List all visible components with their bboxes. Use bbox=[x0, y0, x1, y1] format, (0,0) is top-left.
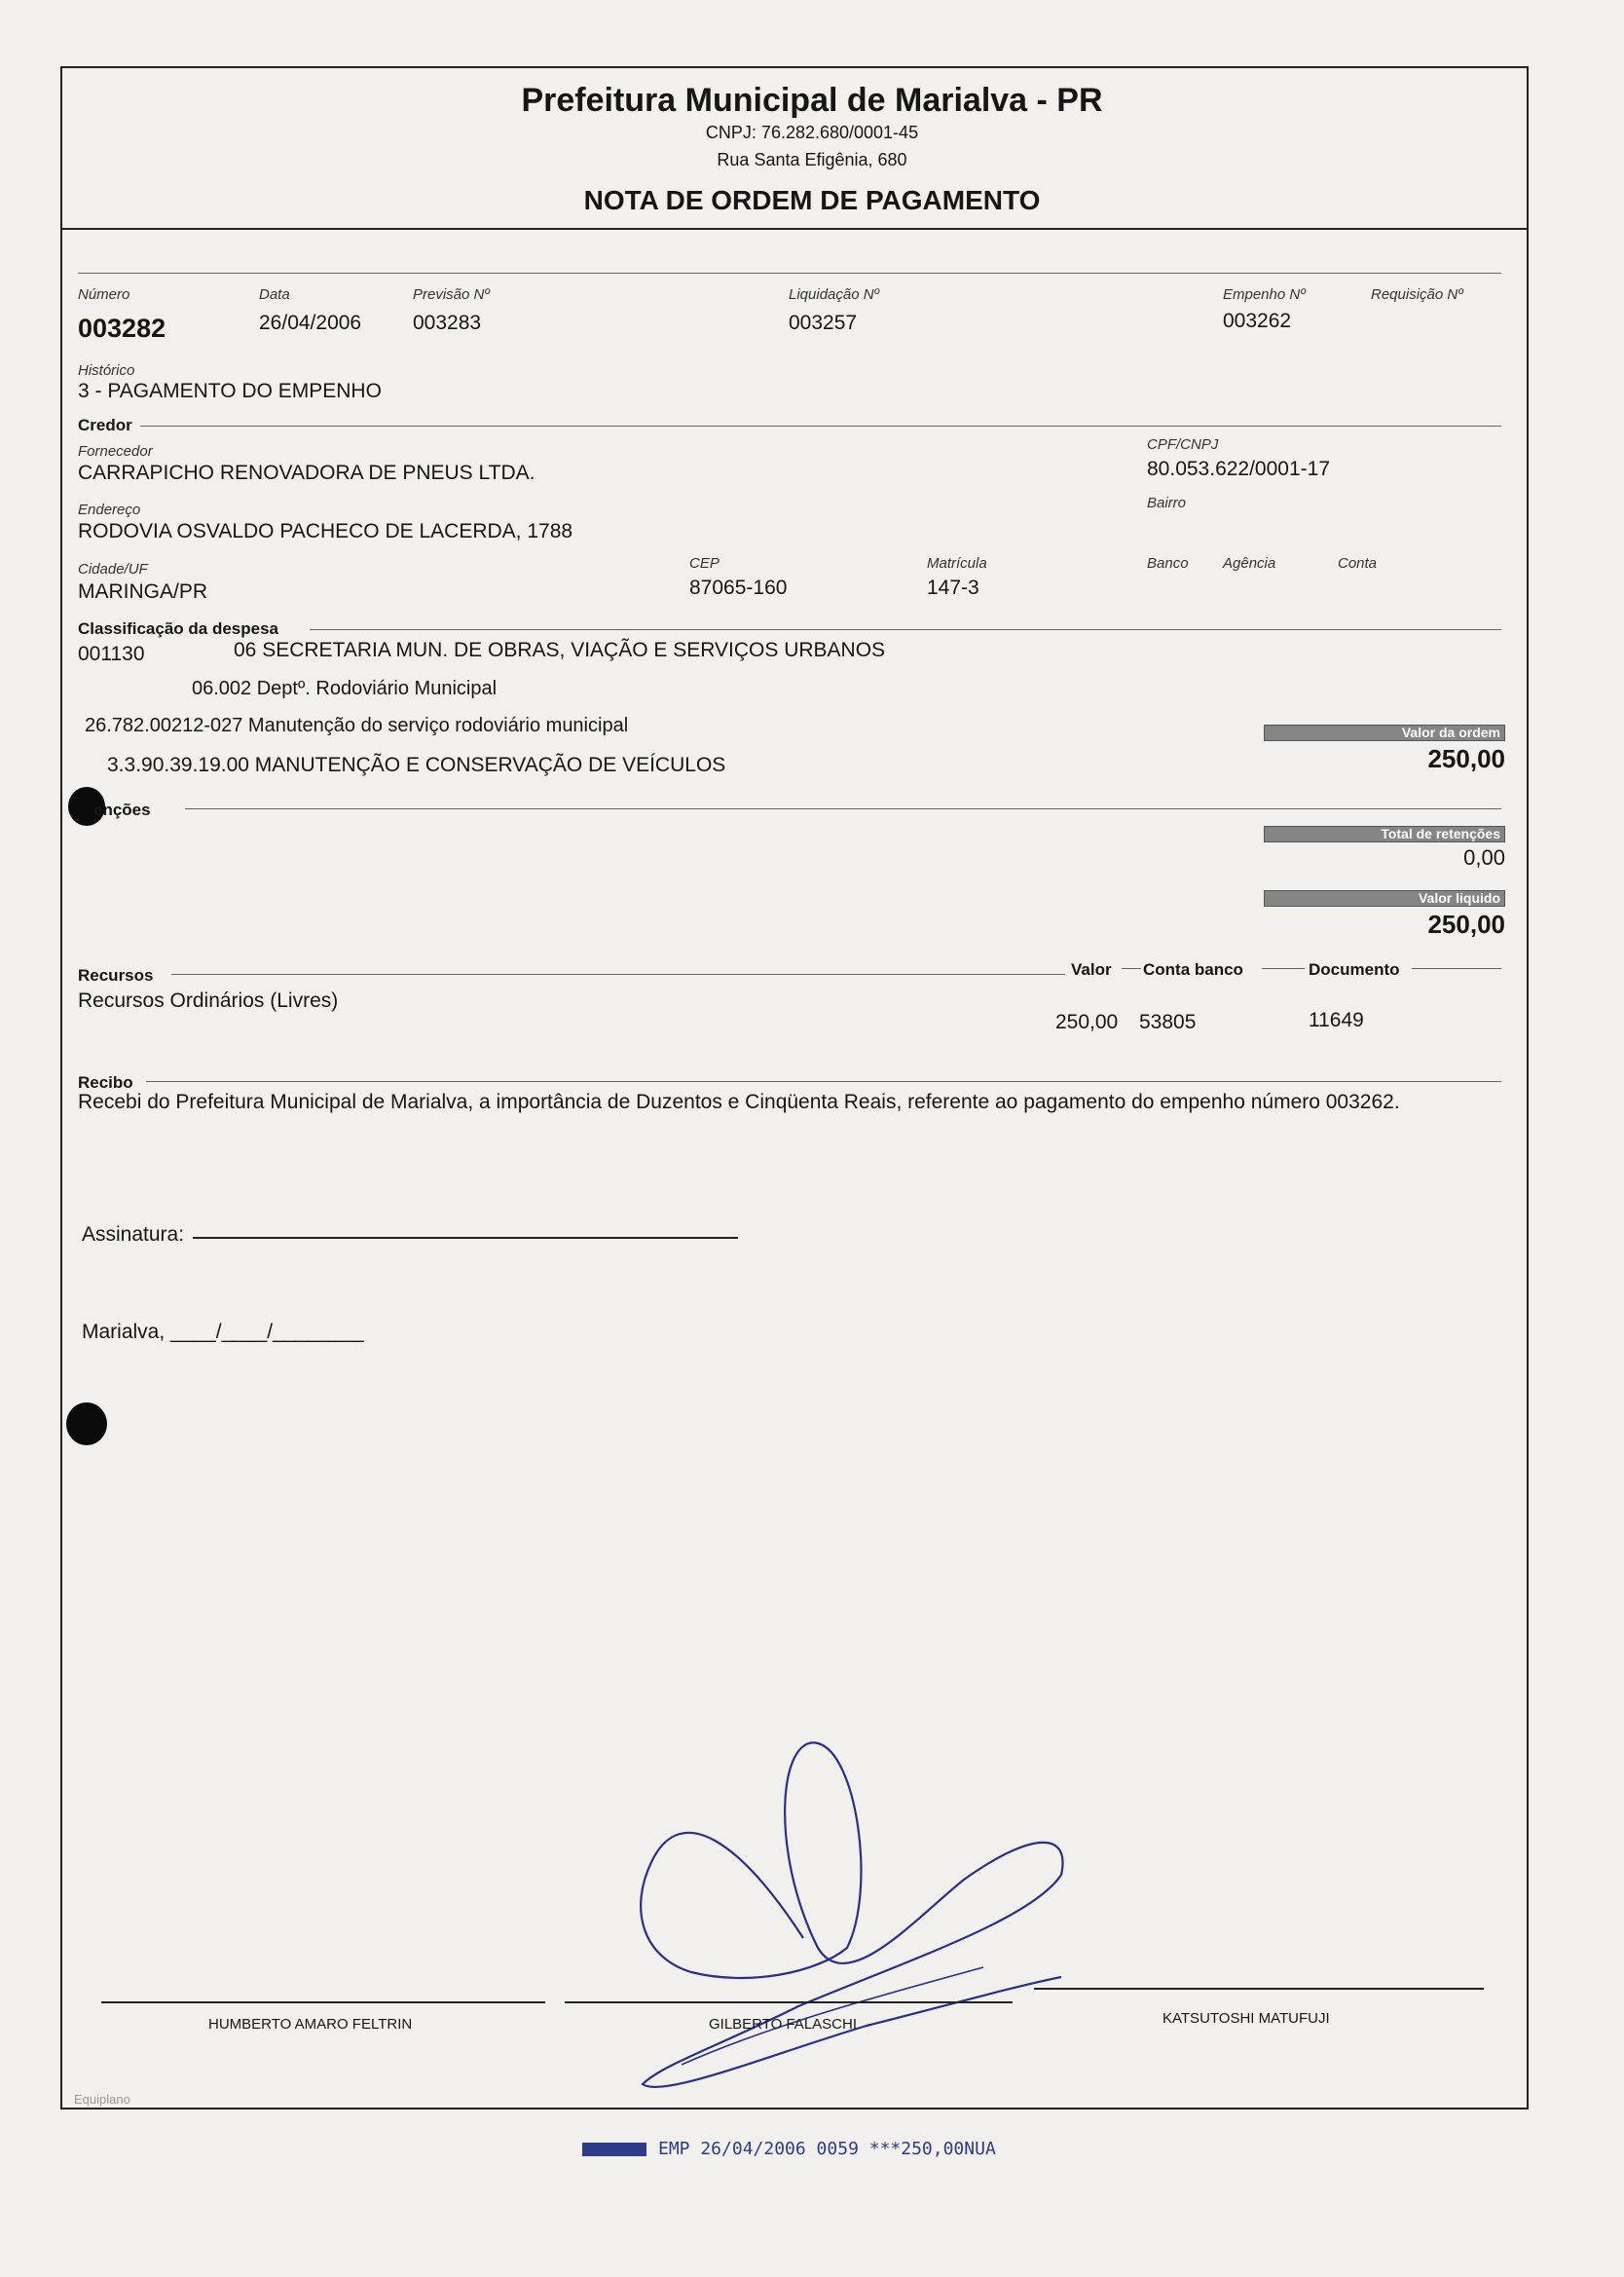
valor-header: Valor bbox=[1071, 960, 1112, 979]
retencoes-section: enções bbox=[93, 801, 151, 819]
valor-liquido-bar bbox=[1264, 890, 1505, 907]
total-retencoes-label: Total de retenções bbox=[1381, 826, 1500, 841]
software-footer: Equiplano bbox=[74, 2092, 130, 2107]
recurso-documento: 11649 bbox=[1309, 1009, 1364, 1031]
data-value: 26/04/2006 bbox=[259, 312, 362, 334]
liquidacao-label: Liquidação Nº bbox=[789, 286, 880, 303]
recursos-divider bbox=[1412, 968, 1501, 969]
cep-value: 87065-160 bbox=[689, 577, 788, 599]
credor-divider bbox=[140, 426, 1501, 427]
cidade-value: MARINGA/PR bbox=[78, 580, 208, 603]
assinatura-line bbox=[193, 1237, 738, 1239]
requisicao-label: Requisição Nº bbox=[1371, 286, 1463, 303]
empenho-value: 003262 bbox=[1223, 310, 1292, 332]
signatario-1: HUMBERTO AMARO FELTRIN bbox=[208, 2016, 413, 2033]
signatario-3: KATSUTOSHI MATUFUJI bbox=[1163, 2010, 1330, 2027]
agencia-label: Agência bbox=[1223, 555, 1276, 572]
cnpj: CNPJ: 76.282.680/0001-45 bbox=[705, 123, 919, 142]
cidade-label: Cidade/UF bbox=[78, 561, 148, 578]
valor-liquido-value: 250,00 bbox=[1427, 910, 1505, 939]
signature-line bbox=[565, 2001, 1013, 2003]
liquidacao-value: 003257 bbox=[789, 312, 858, 334]
cpf-label: CPF/CNPJ bbox=[1147, 436, 1219, 453]
numero-label: Número bbox=[78, 286, 130, 303]
classificacao-section: Classificação da despesa bbox=[78, 619, 279, 638]
secretaria: 06 SECRETARIA MUN. DE OBRAS, VIAÇÃO E SERVIÇOS URBANOS bbox=[234, 639, 886, 661]
document-title: NOTA DE ORDEM DE PAGAMENTO bbox=[583, 185, 1041, 215]
previsao-value: 003283 bbox=[413, 312, 482, 334]
projeto: 26.782.00212-027 Manutenção do serviço rodoviário municipal bbox=[85, 715, 629, 736]
header-divider bbox=[60, 228, 1529, 230]
recursos-section: Recursos bbox=[78, 966, 154, 985]
total-retencoes-bar bbox=[1264, 826, 1505, 842]
recursos-divider bbox=[1122, 968, 1141, 969]
recibo-divider bbox=[146, 1081, 1501, 1082]
signature-line bbox=[101, 2001, 545, 2003]
signatario-2: GILBERTO FALASCHI bbox=[709, 2016, 857, 2033]
endereco-label: Endereço bbox=[78, 502, 141, 518]
signature-line bbox=[1034, 1988, 1484, 1990]
total-retencoes-value: 0,00 bbox=[1463, 845, 1505, 870]
valor-liquido-label: Valor liquido bbox=[1418, 890, 1500, 906]
assinatura-label: Assinatura: bbox=[82, 1223, 185, 1246]
departamento: 06.002 Deptº. Rodoviário Municipal bbox=[192, 678, 498, 699]
historico-value: 3 - PAGAMENTO DO EMPENHO bbox=[78, 380, 382, 402]
elemento-despesa: 3.3.90.39.19.00 MANUTENÇÃO E CONSERVAÇÃO DE VEÍCULOS bbox=[107, 754, 726, 776]
empenho-label: Empenho Nº bbox=[1223, 286, 1306, 303]
punch-hole bbox=[66, 1402, 107, 1445]
classificacao-divider bbox=[310, 629, 1501, 630]
matricula-label: Matrícula bbox=[927, 555, 987, 572]
classificacao-codigo: 001130 bbox=[78, 643, 145, 665]
credor-section: Credor bbox=[78, 416, 132, 434]
bairro-label: Bairro bbox=[1147, 495, 1187, 511]
recibo-section: Recibo bbox=[78, 1073, 133, 1092]
fornecedor-label: Fornecedor bbox=[78, 443, 153, 460]
endereco-value: RODOVIA OSVALDO PACHECO DE LACERDA, 1788 bbox=[78, 520, 573, 542]
numero-value: 003282 bbox=[78, 314, 166, 343]
cpf-value: 80.053.622/0001-17 bbox=[1147, 458, 1331, 480]
bank-stamp bbox=[582, 2139, 996, 2159]
data-label: Data bbox=[259, 286, 290, 303]
recibo-texto: Recebi do Prefeitura Municipal de Marialva, a importância de Duzentos e Cinqüenta Reais, referente ao pagamento do empenho número 003262. bbox=[78, 1091, 1400, 1113]
matricula-value: 147-3 bbox=[927, 577, 979, 599]
row-divider bbox=[78, 273, 1501, 274]
valor-ordem-bar bbox=[1264, 725, 1505, 741]
recurso-conta-banco: 53805 bbox=[1139, 1011, 1197, 1033]
documento-header: Documento bbox=[1309, 960, 1400, 979]
conta-banco-header: Conta banco bbox=[1143, 960, 1243, 979]
fornecedor-value: CARRAPICHO RENOVADORA DE PNEUS LTDA. bbox=[78, 462, 535, 484]
bank-stamp-logo-icon bbox=[582, 2143, 646, 2156]
page-title: Prefeitura Municipal de Marialva - PR bbox=[521, 82, 1103, 119]
previsao-label: Previsão Nº bbox=[413, 286, 490, 303]
signature-stroke bbox=[641, 1742, 1062, 2087]
bank-stamp-text: EMP 26/04/2006 0059 ***250,00NUA bbox=[658, 2139, 996, 2159]
valor-ordem-label: Valor da ordem bbox=[1401, 725, 1500, 740]
retencoes-divider bbox=[185, 808, 1501, 809]
conta-label: Conta bbox=[1338, 555, 1378, 572]
banco-label: Banco bbox=[1147, 555, 1189, 572]
recurso-descricao: Recursos Ordinários (Livres) bbox=[78, 989, 339, 1012]
recurso-valor: 250,00 bbox=[1055, 1011, 1119, 1033]
address: Rua Santa Efigênia, 680 bbox=[717, 150, 907, 169]
historico-label: Histórico bbox=[78, 362, 135, 379]
recursos-divider bbox=[171, 974, 1065, 975]
signature-scribble bbox=[623, 1714, 1081, 2104]
cep-label: CEP bbox=[689, 555, 720, 572]
recursos-divider bbox=[1262, 968, 1305, 969]
valor-ordem-value: 250,00 bbox=[1427, 744, 1505, 773]
local-data: Marialva, ____/____/________ bbox=[82, 1321, 364, 1343]
